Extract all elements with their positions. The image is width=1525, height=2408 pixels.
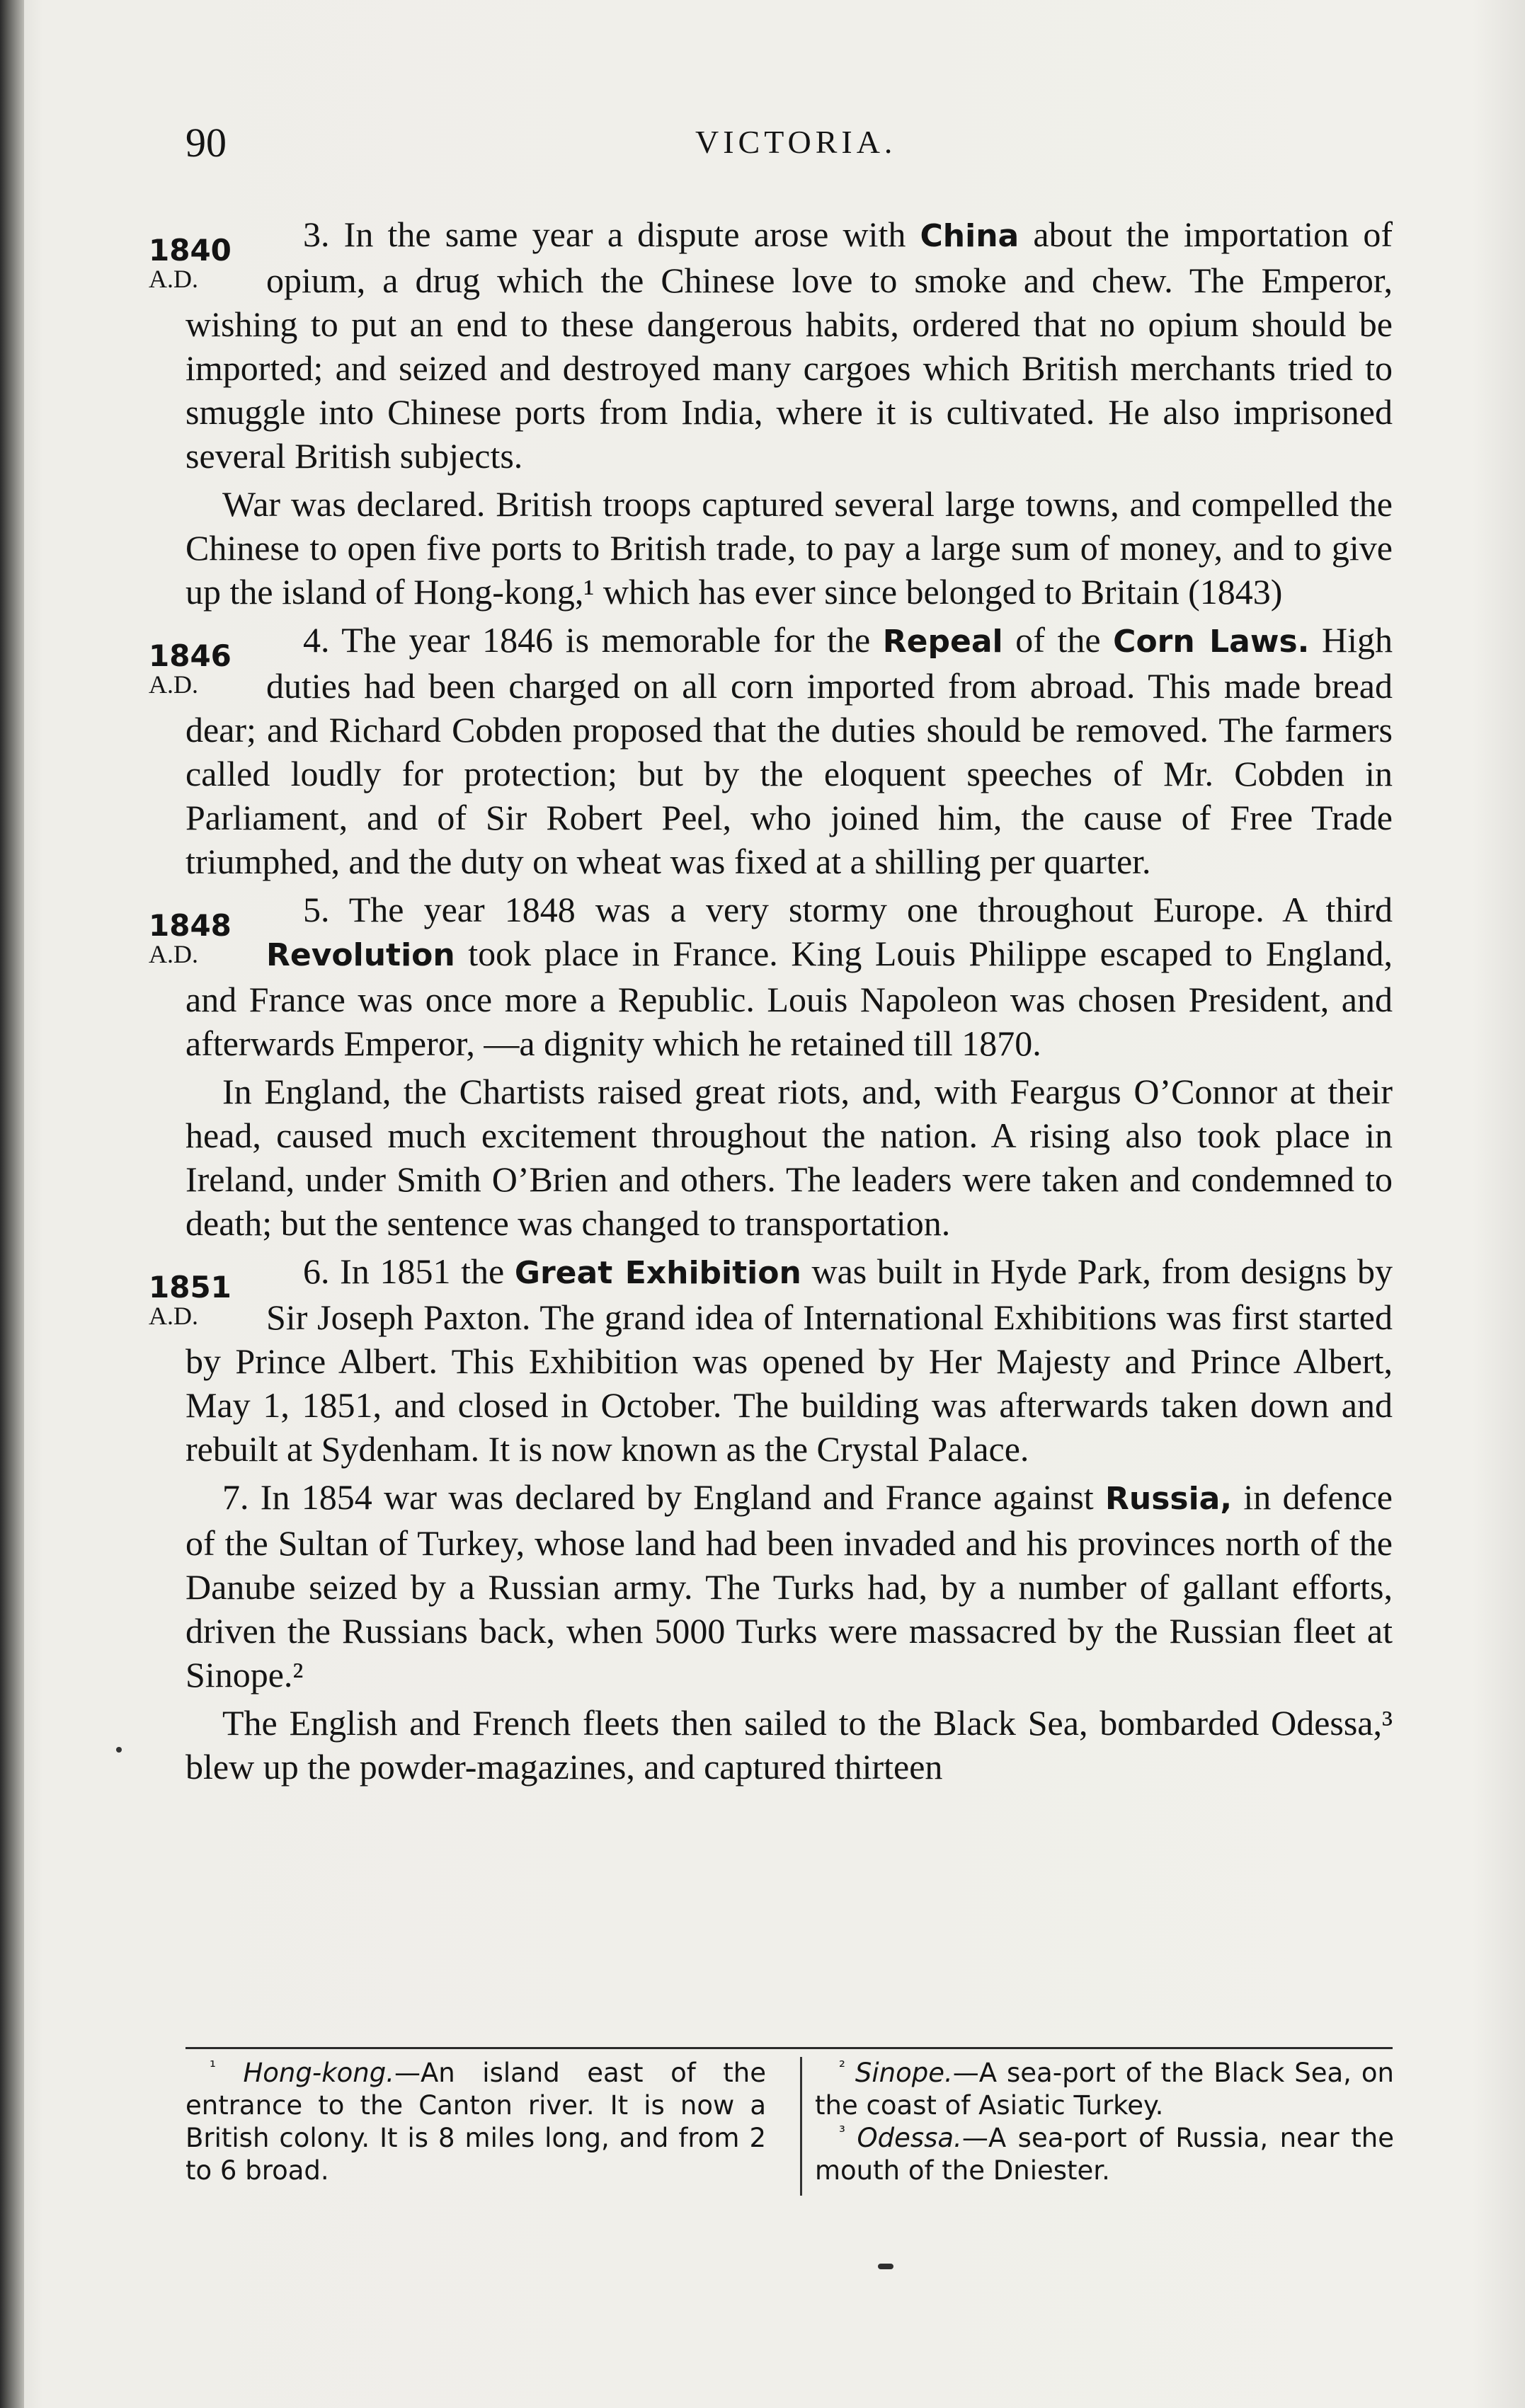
paragraph-3b: War was declared. British troops captured several large towns, and compelled the Chinese to open five ports to British trade, to pay a large sum of money, and to give up the island of Hong-kong,¹ which has ever since belonged to Britain (1843) bbox=[185, 484, 1393, 612]
paragraph-5: 1848 A.D. 5. The year 1848 was a very stormy one throughout Europe. A third Revolution took place in France. King Louis Philippe escaped to England, and France was once more a Republic. Louis Napoleon was chosen President, and afterwards Emperor, —a dignity which he retained till 1870. bbox=[185, 888, 1393, 1065]
margin-date-1851: 1851 A.D. bbox=[149, 1270, 232, 1330]
footnote-3: $^{^3}$ Odessa.—A sea-port of Russia, near the mouth of the Dniester. bbox=[815, 2123, 1394, 2186]
footnote-1: $^{^1}$ Hong-kong.—An island east of the entrance to the Canton river. It is now a British colony. It is 8 miles long, and from 2 to 6 broad. bbox=[185, 2058, 767, 2186]
footnotes bbox=[185, 2057, 1393, 2206]
footnote-column-left bbox=[185, 2057, 766, 2187]
footnote-column-right bbox=[800, 2057, 1394, 2196]
paragraph-7b: The English and French fleets then sailed to the Black Sea, bombarded Odessa,³ blew up the powder-magazines, and captured thirteen bbox=[185, 1703, 1393, 1787]
ink-dot bbox=[116, 1747, 122, 1753]
page-number: 90 bbox=[185, 120, 227, 166]
bold-term: Great Exhibition bbox=[514, 1255, 801, 1291]
bold-term: Repeal bbox=[882, 624, 1003, 660]
paragraph-6: 1851 A.D. 6. In 1851 the Great Exhibition was built in Hyde Park, from designs by Sir Joseph Paxton. The grand idea of International Exhibitions was first started by Prince Albert. This Exhibition was opened by Her Majesty and Prince Albert, May 1, 1851, and closed in October. The building was afterwards taken down and rebuilt at Sydenham. It is now known as the Crystal Palace. bbox=[185, 1249, 1393, 1471]
page-header bbox=[185, 119, 1389, 176]
bold-term: Corn Laws. bbox=[1113, 624, 1310, 660]
margin-date-1848: 1848 A.D. bbox=[149, 908, 232, 968]
running-head: VICTORIA. bbox=[695, 124, 897, 160]
bold-term: Revolution bbox=[266, 937, 455, 973]
paragraph-7: 7. In 1854 war was declared by England and France against Russia, in defence of the Sultan of Turkey, whose land had been invaded and his provinces north of the Danube seized by a Russian army. The Turks had, by a number of gallant efforts, driven the Russians back, when 5000 Turks were massacred by the Russian fleet at Sinope.² bbox=[185, 1477, 1393, 1695]
body-text bbox=[149, 212, 1393, 1793]
paragraph-3: 1840 A.D. 3. In the same year a dispute arose with China about the importation of opium, a drug which the Chinese love to smoke and chew. The Emperor, wishing to put an end to these dangerous habits, ordered that no opium should be imported; and seized and destroyed many cargoes which British merchants tried to smuggle into Chinese ports from India, where it is cultivated. He also imprisoned several British subjects. bbox=[185, 212, 1393, 478]
paragraph-4: 1846 A.D. 4. The year 1846 is memorable for the Repeal of the Corn Laws. High duties had been charged on all corn imported from abroad. This made bread dear; and Richard Cobden proposed that the duties should be removed. The farmers called loudly for protection; but by the eloquent speeches of Mr. Cobden in Parliament, and of Sir Robert Peel, who joined him, the cause of Free Trade triumphed, and the duty on wheat was fixed at a shilling per quarter. bbox=[185, 618, 1393, 883]
footnote-2: $^{^2}$ Sinope.—A sea-port of the Black Sea, on the coast of Asiatic Turkey. bbox=[815, 2058, 1394, 2121]
paragraph-5b: In England, the Chartists raised great riots, and, with Feargus O’Connor at their head, caused much excitement throughout the nation. A rising also took place in Ireland, under Smith O’Brien and others. The leaders were taken and condemned to death; but the sentence was changed to transportation. bbox=[185, 1072, 1393, 1243]
margin-date-1840: 1840 A.D. bbox=[149, 233, 232, 293]
bold-term: China bbox=[920, 218, 1019, 254]
page-binding-edge bbox=[0, 0, 24, 2408]
margin-date-1846: 1846 A.D. bbox=[149, 638, 232, 699]
footnote-rule bbox=[185, 2047, 1393, 2049]
ink-smudge bbox=[878, 2264, 893, 2269]
bold-term: Russia, bbox=[1105, 1481, 1233, 1517]
